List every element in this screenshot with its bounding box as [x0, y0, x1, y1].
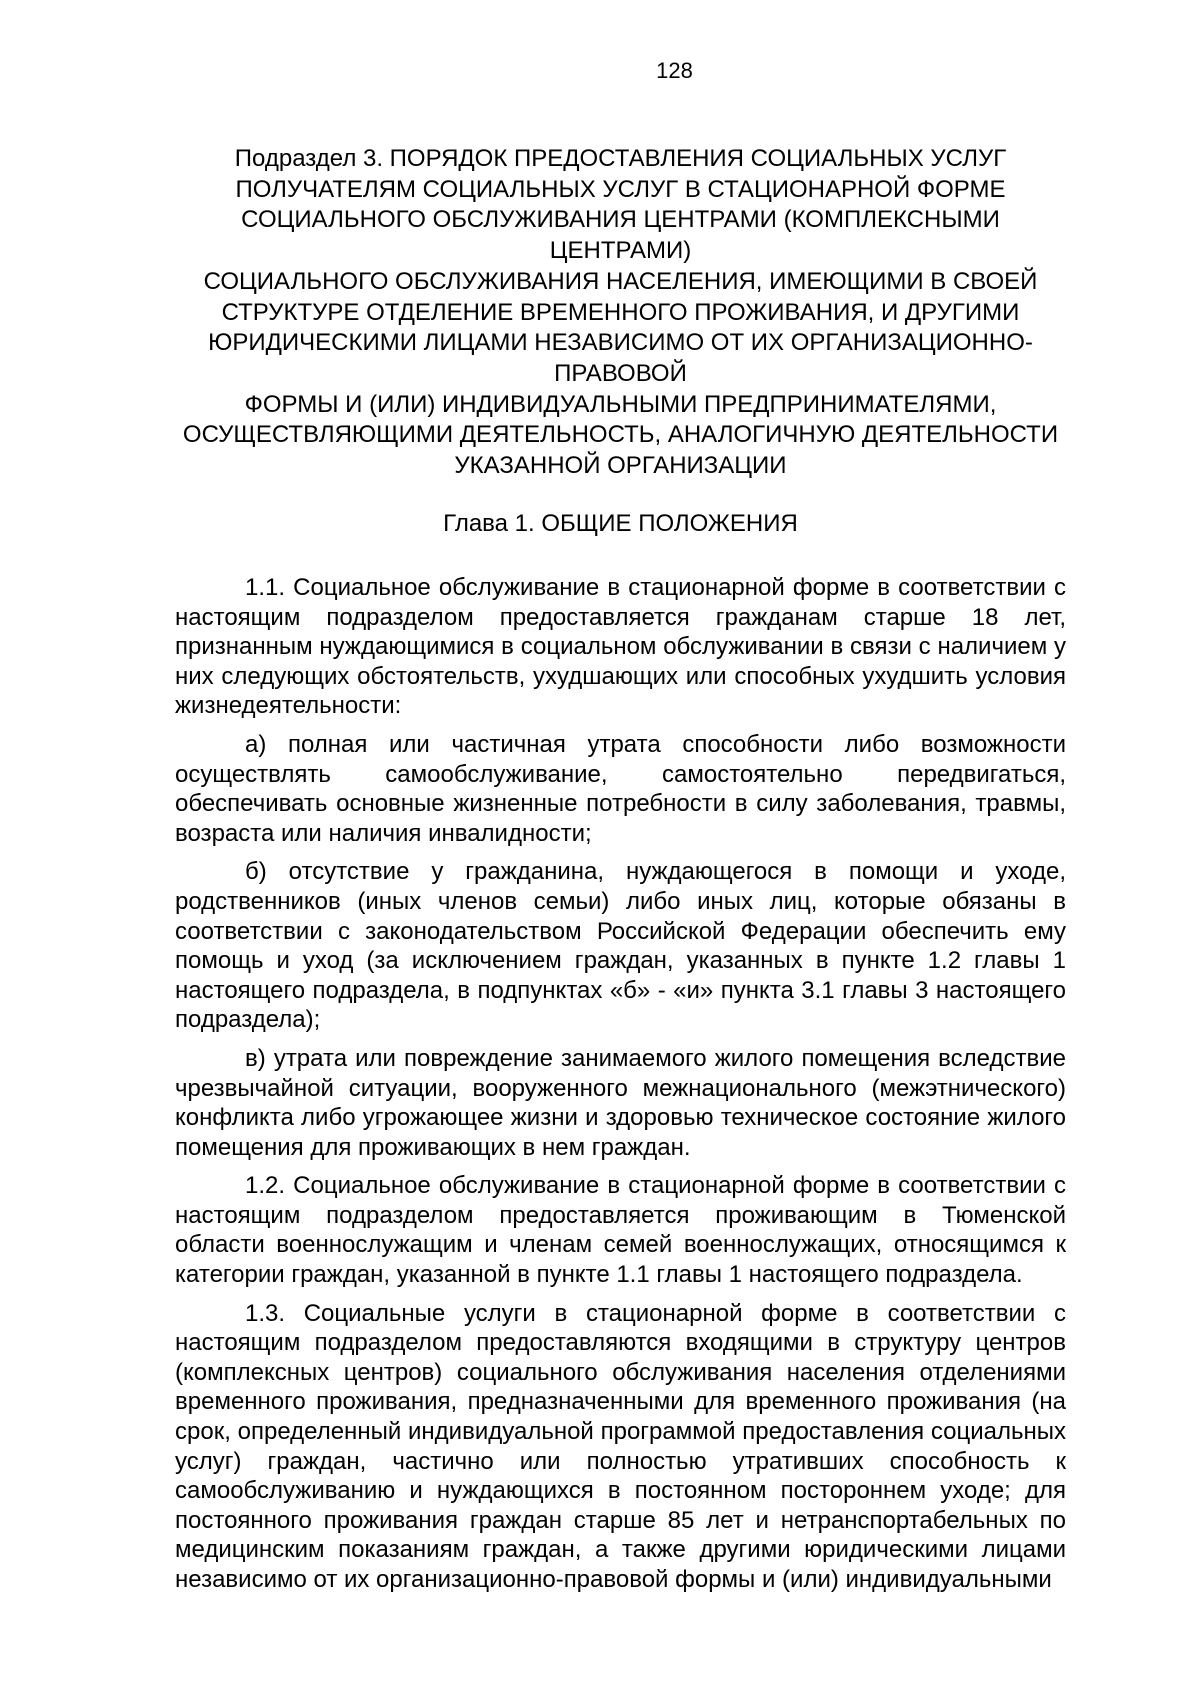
title-line: ПРАВОВОЙ — [554, 359, 687, 387]
paragraph-1-2: 1.2. Социальное обслуживание в стационарной форме в соответствии с настоящим подразделом предоставляется проживающим в Тюменской области военнослужащим и членам семей военнослужащих, относящимся к категории граждан, указанной в пункте 1.1 главы 1 настоящего подраздела. — [175, 1172, 1066, 1289]
paragraph-a: а) полная или частичная утрата способности либо возможности осуществлять самообслуживание, самостоятельно передвигаться, обеспечивать основные жизненные потребности в силу заболевания, травмы, возраста или наличия инвалидности; — [175, 730, 1066, 847]
title-line: ФОРМЫ И (ИЛИ) ИНДИВИДУАЛЬНЫМИ ПРЕДПРИНИМАТЕЛЯМИ, — [244, 390, 997, 418]
paragraph-v: в) утрата или повреждение занимаемого жилого помещения вследствие чрезвычайной ситуации, вооруженного межнационального (межэтнического) конфликта либо угрожающее жизни и здоровью техническое состояние жилого помещения для проживающих в нем граждан. — [175, 1044, 1066, 1161]
title-line: ЮРИДИЧЕСКИМИ ЛИЦАМИ НЕЗАВИСИМО ОТ ИХ ОРГАНИЗАЦИОННО- — [208, 329, 1033, 357]
title-line: Подраздел 3. ПОРЯДОК ПРЕДОСТАВЛЕНИЯ СОЦИАЛЬНЫХ УСЛУГ — [234, 145, 1007, 172]
title-line: УКАЗАННОЙ ОРГАНИЗАЦИИ — [454, 452, 787, 480]
title-line: СОЦИАЛЬНОГО ОБСЛУЖИВАНИЯ НАСЕЛЕНИЯ, ИМЕЮЩИМИ В СВОЕЙ — [203, 267, 1038, 295]
paragraph-1-3: 1.3. Социальные услуги в стационарной форме в соответствии с настоящим подразделом предоставляются входящими в структуру центров (комплексных центров) социального обслуживания населения отделениями временного проживания, предназначенными для временного проживания (на срок, определенный индивидуальной программой предоставления социальных услуг) граждан, частично или полностью утративших способность к самообслуживанию и нуждающихся в постоянном постороннем уходе; для постоянного проживания граждан старше 85 лет и нетранспортабельных по медицинским показаниям граждан, а также другими юридическими лицами независимо от их организационно-правовой формы и (или) индивидуальными — [175, 1299, 1066, 1593]
title-line: ЦЕНТРАМИ) — [549, 237, 692, 265]
page-number: 128 — [656, 58, 693, 83]
title-line: ОСУЩЕСТВЛЯЮЩИМИ ДЕЯТЕЛЬНОСТЬ, АНАЛОГИЧНУЮ ДЕЯТЕЛЬНОСТИ — [182, 421, 1059, 449]
title-line: СОЦИАЛЬНОГО ОБСЛУЖИВАНИЯ ЦЕНТРАМИ (КОМПЛЕКСНЫМИ — [241, 206, 1000, 234]
chapter-heading: Глава 1. ОБЩИЕ ПОЛОЖЕНИЯ — [443, 510, 798, 537]
body-text — [175, 573, 1066, 1604]
title-line: ПОЛУЧАТЕЛЯМ СОЦИАЛЬНЫХ УСЛУГ В СТАЦИОНАРНОЙ ФОРМЕ — [235, 175, 1006, 203]
paragraph-1-1: 1.1. Социальное обслуживание в стационарной форме в соответствии с настоящим подразделом предоставляется гражданам старше 18 лет, признанным нуждающимися в социальном обслуживании в связи с наличием у них следующих обстоятельств, ухудшающих или способных ухудшить условия жизнедеятельности: — [175, 574, 1066, 720]
title-line: СТРУКТУРЕ ОТДЕЛЕНИЕ ВРЕМЕННОГО ПРОЖИВАНИЯ, И ДРУГИМИ — [221, 298, 1020, 326]
subsection-title — [175, 144, 1066, 482]
paragraph-b: б) отсутствие у гражданина, нуждающегося в помощи и уходе, родственников (иных членов семьи) либо иных лиц, которые обязаны в соответствии с законодательством Российской Федерации обеспечить ему помощь и уход (за исключением граждан, указанных в пункте 1.2 главы 1 настоящего подраздела, в подпунктах «б» - «и» пункта 3.1 главы 3 настоящего подраздела); — [175, 858, 1066, 1034]
